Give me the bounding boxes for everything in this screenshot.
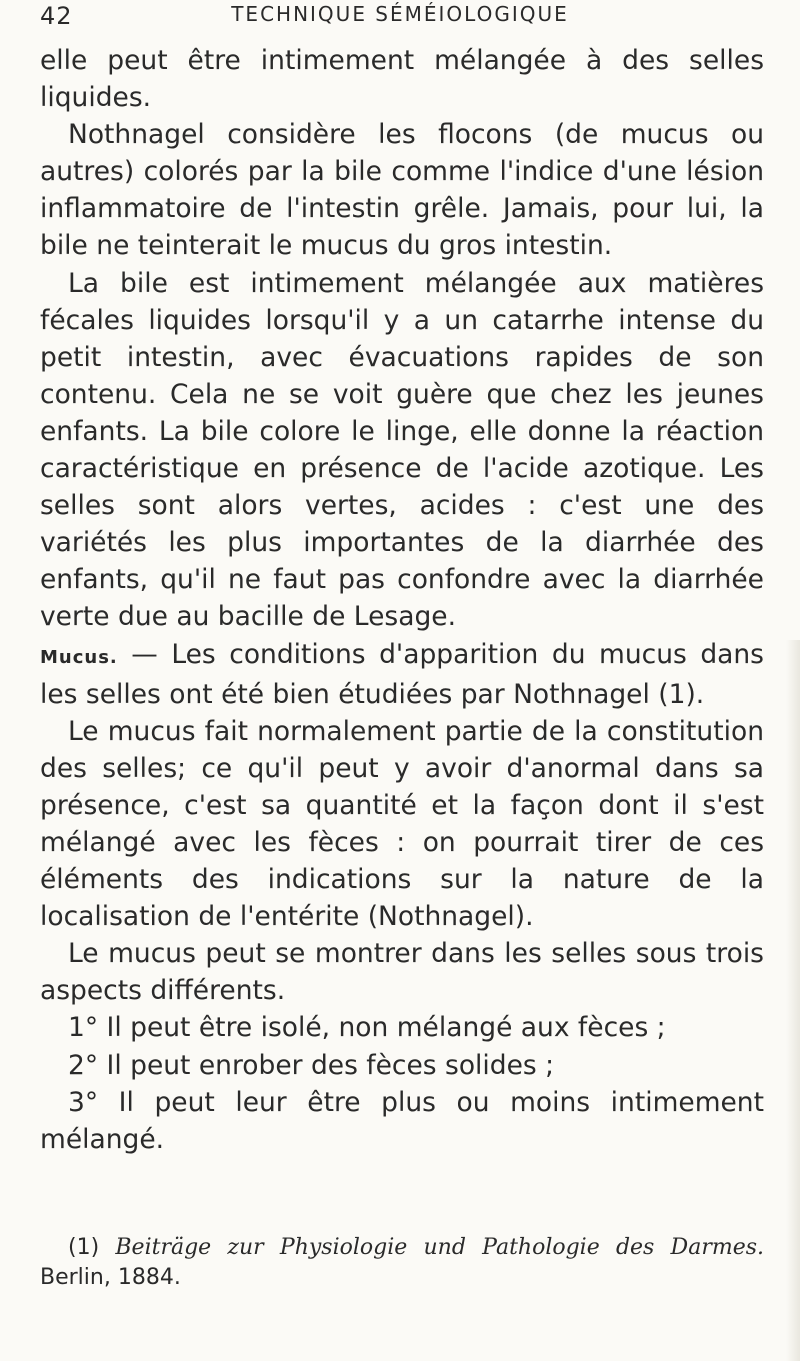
paragraph-bile: La bile est intimement mélangée aux matières fécales liquides lorsqu'il y a un catarrhe intense du petit intestin, avec évacuations rapides de son contenu. Cela ne se voit guère que chez les jeunes enfants. La bile colore le linge, elle donne la réaction caractéristique en présence de l'acide azotique. Les selles sont alors vertes, acides : c'est une des variétés les plus importantes de la diarrhée des enfants, qu'il ne faut pas confondre avec la diarrhée verte due au bacille de Lesage. [40, 267, 764, 633]
paragraph-mucus [40, 636, 764, 713]
list-item: 2° Il peut enrober des fèces solides ; [68, 1049, 555, 1081]
page-header [40, 2, 760, 38]
footnote [40, 1233, 764, 1293]
list-item: 3° Il peut leur être plus ou moins intimement mélangé. [40, 1086, 764, 1155]
paragraph-continuation: elle peut être intimement mélangée à des selles liquides. [40, 45, 764, 114]
list-item: 1° Il peut être isolé, non mélangé aux fèces ; [68, 1012, 666, 1044]
paragraph-mucus-constitution: Le mucus fait normalement partie de la constitution des selles; ce qu'il peut y avoir d'anormal dans sa présence, c'est sa quantité et la façon dont il s'est mélangé avec les fèces : on pourrait tirer de ces éléments des indications sur la nature de la localisation de l'entérite (Nothnagel). [40, 715, 764, 933]
page-number: 42 [40, 2, 73, 30]
paragraph-nothnagel: Nothnagel considère les flocons (de mucus ou autres) colorés par la bile comme l'indice d'une lésion inflammatoire de l'intestin grêle. Jamais, pour lui, la bile ne teinterait le mucus du gros intestin. [40, 119, 764, 262]
body-text [40, 42, 764, 1158]
page-edge-shadow [786, 640, 800, 1361]
footnote-marker: (1) [68, 1235, 100, 1260]
heading-dash: — [131, 638, 158, 670]
section-heading-mucus: Mucus. [40, 646, 118, 668]
mucus-intro-text: Les conditions d'apparition du mucus dans les selles ont été bien étudiées par Nothnagel (1). [40, 638, 764, 710]
footnote-title: Beiträge zur Physiologie und Pathologie des Darmes. [115, 1235, 764, 1260]
footnote-place-date: Berlin, 1884. [40, 1265, 181, 1290]
paragraph-three-aspects: Le mucus peut se montrer dans les selles sous trois aspects différents. [40, 938, 764, 1007]
running-title: TECHNIQUE SÉMÉIOLOGIQUE [231, 2, 569, 26]
